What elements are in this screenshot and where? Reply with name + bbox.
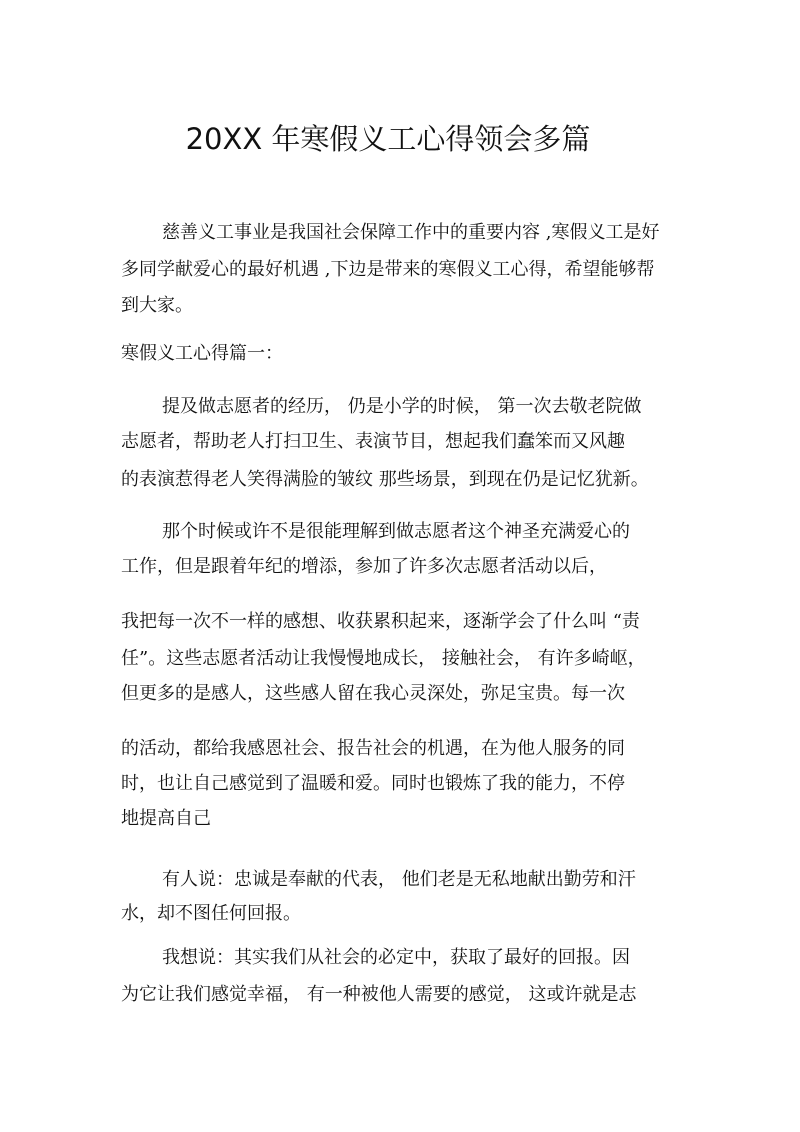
paragraph-line: 有人说：忠诚是奉献的代表， 他们老是无私地献出勤劳和汗	[162, 869, 636, 890]
section-heading: 寒假义工心得篇一：	[121, 343, 283, 364]
paragraph-line: 的表演惹得老人笑得满脸的皱纹 那些场景，到现在仍是记忆犹新。	[121, 469, 649, 490]
paragraph-line: 但更多的是感人，这些感人留在我心灵深处，弥足宝贵。每一次	[121, 683, 625, 704]
document-title: 20XX 年寒假义工心得领会多篇	[185, 122, 591, 156]
paragraph-line: 工作，但是跟着年纪的增添，参加了许多次志愿者活动以后，	[121, 556, 607, 577]
paragraph-line: 时，也让自己感觉到了温暖和爱。同时也锻炼了我的能力，不停	[121, 773, 625, 794]
paragraph-line: 水，却不图任何回报。	[121, 903, 301, 924]
paragraph-line: 的活动，都给我感恩社会、报告社会的机遇，在为他人服务的同	[121, 738, 625, 759]
paragraph-line: 地提高自己	[121, 808, 211, 829]
paragraph-line: 慈善义工事业是我国社会保障工作中的重要内容 ,寒假义工是好	[162, 222, 660, 243]
paragraph-line: 任”。这些志愿者活动让我慢慢地成长， 接触社会， 有许多崎岖，	[121, 648, 646, 669]
paragraph-line: 那个时候或许不是很能理解到做志愿者这个神圣充满爱心的	[162, 521, 630, 542]
paragraph-line: 为它让我们感觉幸福， 有一种被他人需要的感觉， 这或许就是志	[121, 984, 637, 1005]
paragraph-line: 志愿者，帮助老人打扫卫生、表演节目，想起我们蠢笨而又风趣	[121, 431, 625, 452]
paragraph-line: 多同学献爱心的最好机遇 ,下边是带来的寒假义工心得，希望能够帮	[121, 259, 655, 280]
paragraph-line: 提及做志愿者的经历， 仍是小学的时候， 第一次去敬老院做	[162, 396, 642, 417]
paragraph-line: 我把每一次不一样的感想、收获累积起来，逐渐学会了什么叫 “责	[121, 611, 640, 632]
paragraph-line: 我想说：其实我们从社会的必定中，获取了最好的回报。因	[162, 947, 630, 968]
paragraph-line: 到大家。	[121, 295, 193, 316]
